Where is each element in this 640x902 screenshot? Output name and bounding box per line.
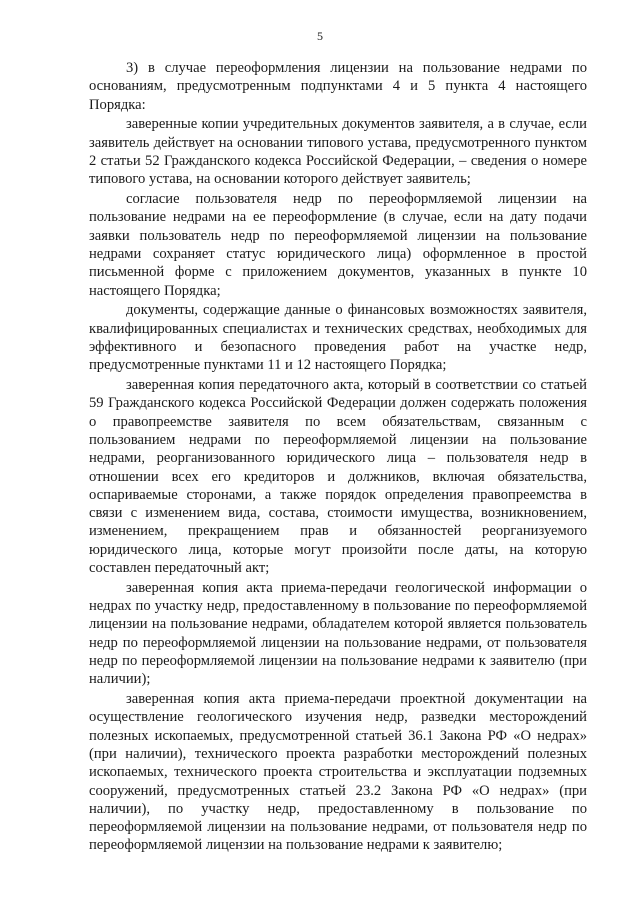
paragraph-financial-documents: документы, содержащие данные о финансовых возможностях заявителя, квалифицированных специалистах и технических средствах, необходимых для эффективного и безопасного проведения работ на участке недр, предусмотренные пунктами 11 и 12 настоящего Порядка; — [89, 302, 587, 374]
document-body — [89, 59, 587, 856]
paragraph-geological-information-act: заверенная копия акта приема-передачи геологической информации о недрах по участку недр, предоставленному в пользование по переоформляемой лицензии на пользование недрами, обладателем которой является пользователь недр по переоформляемой лицензии на пользование недрами, от пользователя недр по переоформляемой лицензии на пользование недрами к заявителю (при наличии); — [89, 579, 587, 688]
paragraph-transfer-act: заверенная копия передаточного акта, который в соответствии со статьей 59 Гражданского кодекса Российской Федерации должен содержать положения о правопреемстве заявителя по всем обязательствам, связанным с пользованием недрами по переоформляемой лицензии на пользование недрами, реорганизованного юридического лица – пользователя недр в отношении всех его кредиторов и должников, включая обязательства, оспариваемые сторонами, а также порядок определения правопреемства в связи с изменением вида, состава, стоимости имущества, возникновением, изменением, прекращением прав и обязанностей реорганизуемого юридического лица, которые могут произойти после даты, на которую составлен передаточный акт; — [89, 377, 587, 577]
page-number: 5 — [317, 29, 323, 43]
paragraph-item-3-intro: 3) в случае переоформления лицензии на пользование недрами по основаниям, предусмотренным подпунктами 4 и 5 пункта 4 настоящего Порядка: — [89, 60, 587, 113]
paragraph-subsoil-user-consent: согласие пользователя недр по переоформляемой лицензии на пользование недрами на ее переоформление (в случае, если на дату подачи заявки пользователь недр по переоформляемой лицензии на пользование недрами сохраняет статус юридического лица) оформленное в простой письменной форме с приложением документов, указанных в пункте 10 настоящего Порядка; — [89, 191, 587, 299]
paragraph-charter-documents: заверенные копии учредительных документов заявителя, а в случае, если заявитель действует на основании типового устава, предусмотренного пунктом 2 статьи 52 Гражданского кодекса Российской Федерации, – сведения о номере типового устава, на основании которого действует заявитель; — [89, 116, 587, 188]
paragraph-project-documentation-act: заверенная копия акта приема-передачи проектной документации на осуществление геологического изучения недр, разведки месторождений полезных ископаемых, предусмотренной статьей 36.1 Закона РФ «О недрах» (при наличии), технического проекта разработки месторождений полезных ископаемых, технического проекта строительства и эксплуатации подземных сооружений, предусмотренных статьей 23.2 Закона РФ «О недрах» (при наличии), по участку недр, предоставленному в пользование по переоформляемой лицензии на пользование недрами, от пользователя недр по переоформляемой лицензии на пользование недрами к заявителю; — [89, 691, 587, 854]
